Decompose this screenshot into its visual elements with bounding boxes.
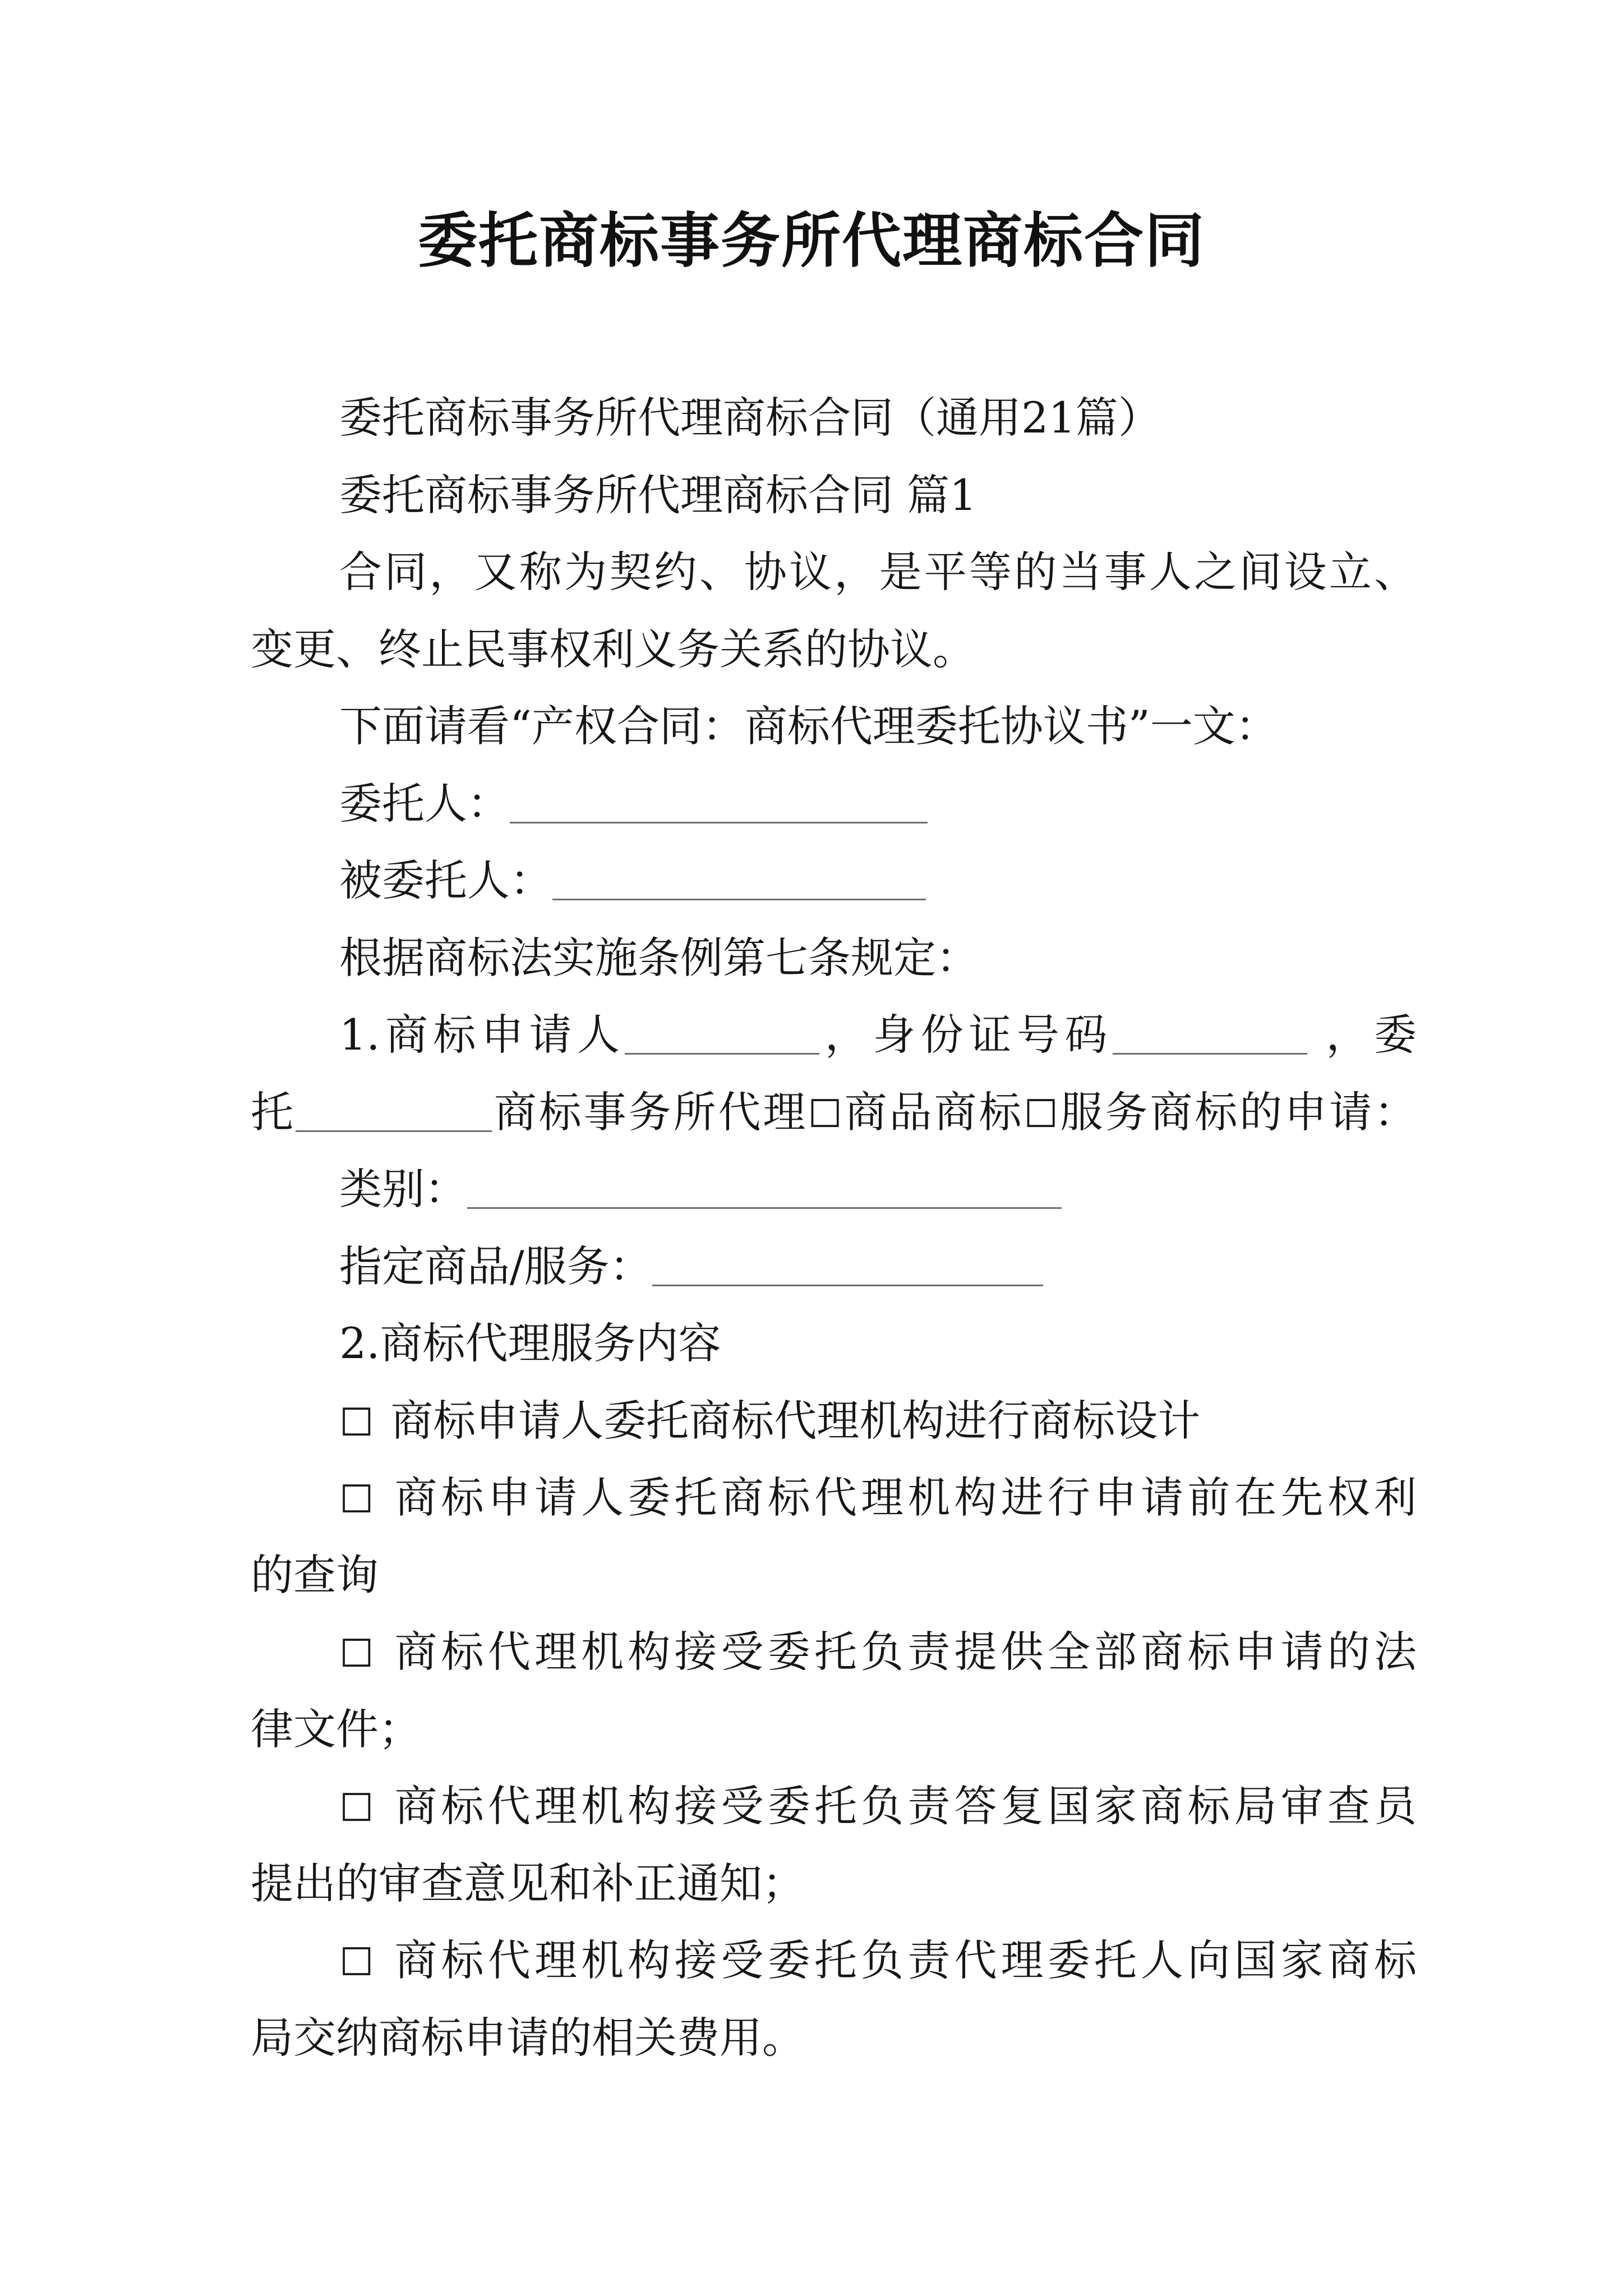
- designated-goods-line: [251, 1228, 1417, 1305]
- lead-in-paragraph: 下面请看“产权合同：商标代理委托协议书”一文：: [339, 701, 1278, 751]
- clause2-heading: 2.商标代理服务内容: [339, 1318, 721, 1368]
- service-item-5-continuation: 局交纳商标申请的相关费用。: [251, 2012, 805, 2063]
- entrust-text-end: 托: [251, 1087, 296, 1137]
- service-item-2-continuation: 的查询: [251, 1549, 379, 1600]
- service-item-text: 商标代理机构接受委托负责代理委托人向国家商标: [390, 1935, 1417, 1985]
- designated-goods-label: 指定商品/服务：: [339, 1241, 652, 1291]
- entrust-text-start: ，委: [1307, 1010, 1417, 1060]
- agency-text: 商标事务所代理: [491, 1087, 808, 1137]
- service-item-5: [251, 1922, 1417, 1999]
- principal-line: [251, 765, 1417, 843]
- principal-label: 委托人：: [339, 778, 510, 829]
- goods-trademark-label: 商品商标: [842, 1087, 1024, 1137]
- service-item-text: 商标申请人委托商标代理机构进行商标设计: [390, 1395, 1201, 1446]
- service-item-2: [251, 1459, 1417, 1536]
- applicant-name-blank: [625, 1015, 819, 1055]
- checkbox-icon: ☐: [339, 1478, 374, 1522]
- service-item-3: [251, 1613, 1417, 1691]
- document-body: [251, 379, 1417, 2076]
- id-number-blank: [1113, 1015, 1307, 1055]
- intro-line-1: 合同，又称为契约、协议，是平等的当事人之间设立、: [339, 547, 1417, 597]
- id-number-label: ，身份证号码: [819, 1010, 1113, 1060]
- checkbox-icon: ☐: [339, 1632, 374, 1676]
- services-checkbox-icon: ☐: [1023, 1092, 1058, 1137]
- collection-heading: 委托商标事务所代理商标合同（通用21篇）: [339, 393, 1161, 443]
- intro-line-2: 变更、终止民事权利义务关系的协议。: [251, 624, 975, 674]
- service-item-text: 商标代理机构接受委托负责提供全部商标申请的法: [390, 1627, 1417, 1677]
- agency-firm-blank: [296, 1092, 492, 1131]
- category-blank: [467, 1169, 1062, 1209]
- agent-line: [251, 842, 1417, 919]
- principal-blank: [510, 783, 928, 823]
- services-trademark-label: 服务商标的申请：: [1058, 1087, 1417, 1137]
- applicant-label: 1.商标申请人: [339, 1010, 625, 1060]
- service-item-4: [251, 1768, 1417, 1845]
- service-item-3-continuation: 律文件；: [251, 1704, 421, 1754]
- service-item-text: 商标申请人委托商标代理机构进行申请前在先权利: [390, 1473, 1417, 1522]
- category-line: [251, 1151, 1417, 1228]
- goods-checkbox-icon: ☐: [808, 1092, 842, 1137]
- service-item-4-continuation: 提出的审查意见和补正通知；: [251, 1858, 805, 1908]
- designated-goods-blank: [652, 1246, 1043, 1286]
- checkbox-icon: ☐: [339, 1940, 374, 1985]
- checkbox-icon: ☐: [339, 1786, 374, 1830]
- category-label: 类别：: [339, 1164, 467, 1214]
- agent-blank: [552, 861, 926, 900]
- service-item-1: [251, 1382, 1417, 1460]
- legal-basis-paragraph: 根据商标法实施条例第七条规定：: [339, 932, 979, 983]
- clause1-entrust-line: [251, 1074, 1417, 1151]
- document-title: 委托商标事务所代理商标合同: [418, 205, 1205, 275]
- clause1-applicant-line: [251, 996, 1417, 1074]
- agent-label: 被委托人：: [339, 855, 552, 905]
- article-heading: 委托商标事务所代理商标合同 篇1: [339, 470, 977, 520]
- service-item-text: 商标代理机构接受委托负责答复国家商标局审查员: [390, 1781, 1417, 1831]
- checkbox-icon: ☐: [339, 1400, 374, 1445]
